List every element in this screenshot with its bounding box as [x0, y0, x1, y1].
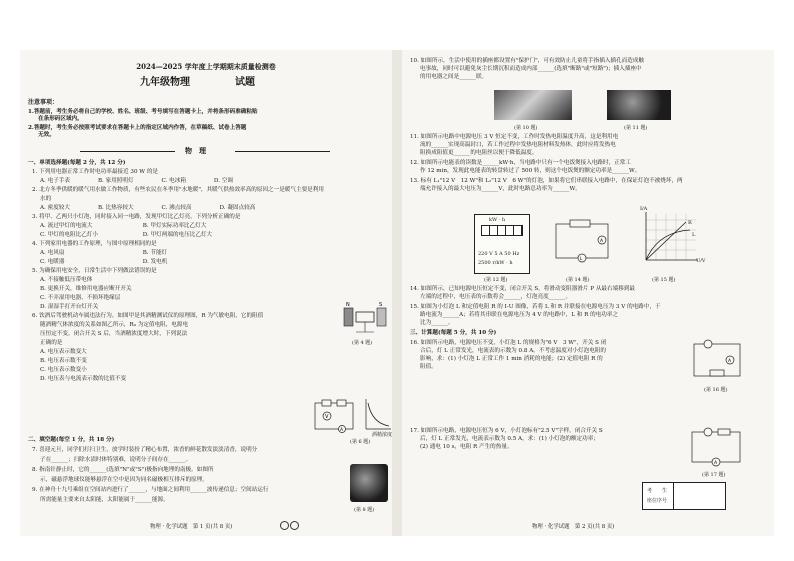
figure-caption-15: (第 15 题)	[652, 277, 676, 283]
svg-text:V: V	[325, 414, 329, 420]
svg-text:A: A	[340, 428, 344, 433]
graph-y-label: I/A	[640, 206, 648, 212]
question-line: 的用电器之间是______联。	[420, 74, 488, 80]
question-line: A. 不接触低压带电体	[40, 277, 93, 283]
circuit-17	[688, 428, 744, 468]
question-line: D. 湿湿手打开台灯开关	[40, 304, 99, 310]
question-line: 比为______。	[420, 320, 454, 326]
question-line: 所需能量主要来自太阳能，太阳能属于______能源。	[40, 497, 169, 503]
figure-caption-4: (第 4 题)	[352, 340, 373, 346]
graph-letter-l: L	[692, 232, 696, 238]
question-line: D. 电压表与电流表示数的比值不变	[40, 376, 127, 382]
question-line: (2) 通电 10 s，电阻 R 产生的热量。	[420, 444, 513, 450]
figure-caption-8: (第 8 题)	[354, 507, 375, 513]
question-line: 8. 指南针静止时，它的______(选填"N"或"S")极指向地理的南极。如图所	[32, 467, 214, 473]
figure-caption-17: (第 17 题)	[702, 472, 726, 478]
question-line: 15. 如图为小灯泡 L 和定值电阻 R 的 I-U 图像，若将 L 和 R 并联接在电源电压为 3 V 的电路中，干	[410, 304, 661, 310]
question-line: 水的	[40, 196, 52, 202]
question-line: A. 流过甲灯的电流大 B. 甲灯实际功率比乙灯大	[40, 223, 207, 229]
graph-x-label: U/V	[696, 258, 706, 264]
seat-box-row1: 考 生	[647, 488, 668, 494]
exam-sheet	[20, 50, 774, 536]
svg-text:L: L	[580, 257, 583, 262]
power-strip-photo	[494, 90, 572, 120]
question-line: C. 电压表示数变小	[40, 367, 87, 373]
svg-text:N: N	[346, 302, 350, 308]
question-line: C. 电暖器 D. 发电机	[40, 259, 168, 265]
meter-revolution: 2500 r/kW · h	[478, 260, 513, 266]
question-line: 流的______实现高温封口，若工作过程中发热电阻材料发热体，此时应将发热电	[420, 142, 616, 148]
question-line: 14. 如图所示，已知电源电压恒定不变，闭合开关 S，将滑动变阻器滑片 P 从最右端移到最	[410, 286, 635, 292]
question-line: 阻值。	[420, 364, 437, 370]
page-badge-icon	[290, 521, 299, 530]
seat-box-row2: 座位序号	[647, 498, 668, 504]
magnet-figure	[342, 298, 388, 334]
page-gutter	[392, 50, 402, 536]
sealer-photo	[607, 90, 671, 120]
levitating-globe-photo	[350, 464, 388, 502]
question-line: 13. 标有 L₁"12 V 12 W"和 L₂"12 V 6 W"的灯泡，如果将它们串联接入电路中，在保证灯泡不被烧坏，两	[410, 178, 683, 184]
question-line: A. 电风扇 B. 节能灯	[40, 250, 168, 256]
axis-label: 酒精浓度	[372, 432, 392, 438]
question-line: C. 甲灯的电阻比乙灯小 D. 甲灯两端的电压比乙灯大	[40, 232, 213, 238]
question-line: B. 更换开关，维修用电器应断开开关	[40, 286, 132, 292]
svg-text:A: A	[600, 239, 604, 244]
question-line: 4. 下列家用电器的工作原理，与图中原理相同的是	[32, 241, 157, 247]
question-line: 2. 北方冬季供暖的暖气用水做工作物质，有些农民在冬季用"水地暖"，其暖气供热效率高的原因之一是暖气主要是利用	[32, 187, 324, 193]
question-line: 压恒定不变。闭合开关 S 后，当酒精浓度增大时，下列说法	[40, 331, 188, 337]
question-line: 6. 饮酒后驾驶机动车属违法行为。如图甲是其酒精测试仪的原理图，R 为气敏电阻，它的阻值	[32, 313, 264, 319]
graph-letter-r: R	[688, 220, 692, 226]
notice-line: 无效。	[38, 132, 55, 138]
question-line: 影响，求：(1) 小灯泡 L 正常工作 1 min 消耗的电能；(2) 定值电阻 R 的	[420, 356, 603, 362]
question-line: 端允许接入的最大电压为______V，此时电路总功率为______W。	[420, 186, 581, 192]
notice-line: 在条形码区域内。	[38, 116, 83, 122]
question-line: 阻换成阻值更______的电阻丝以便于降低温度。	[420, 150, 538, 156]
exam-title: 2024—2025 学年度上学期期末质量检测卷	[136, 62, 276, 71]
meter-digits	[481, 225, 523, 236]
figure-caption-6: (第 6 题)	[350, 439, 371, 445]
question-line: C. 不弄湿用电器，不损坏绝缘层	[40, 295, 121, 301]
section-rule-left	[80, 151, 175, 152]
question-line: 7. 喜迎元旦，同学们打扫卫生，放学时装扮了精心布置，浓香的鲜花散发淡淡清香，说明分	[32, 447, 258, 453]
question-line: 10. 如图所示，生活中使用的插座都设置有"保护门"，可有效防止儿童将手指插入插孔而造成触	[410, 58, 644, 64]
section-rule-right	[235, 151, 330, 152]
figure-caption-14: (第 14 题)	[566, 277, 590, 283]
resistance-curve	[362, 397, 392, 433]
question-line: A. 密度较大 B. 比热容较大 C. 沸点较高 D. 凝固点较高	[40, 205, 256, 211]
seat-number-box	[642, 482, 726, 510]
question-line: 路电流为______A；若将其串联在电源电压为 4 V 的电路中，L 和 R 的电功率之	[420, 312, 619, 318]
slider-circuit	[552, 218, 612, 264]
question-line: 电事故，同时可以避免灰尘长期沉积而造成内部______(选填"断路"或"短路")；插入插座中	[420, 66, 642, 72]
page-badge-icon	[280, 521, 289, 530]
figure-caption-12: (第 12 题)	[484, 277, 508, 283]
question-line: 合后，灯 L 正常发光，电流表的示数为 0.8 A。不考虑温度对小灯泡电阻的	[420, 348, 606, 354]
question-line: 三、计算题(每题 5 分，共 10 分)	[410, 330, 497, 336]
question-line: 5. 为确保用电安全，日常生活中下列做法错误的是	[32, 268, 157, 274]
question-line: 16. 如图所示电路，电源电压不变，小灯泡 L 的规格为"6 V 3 W"，开关 S 闭	[410, 340, 607, 346]
notice-title: 注意事项：	[28, 99, 59, 106]
question-line: 17. 如图所示电路，电源电压恒为 6 V，小灯泡标有"2.5 V"字样，闭合开关 S	[410, 428, 603, 434]
question-line: 作 12 min，发现此电能表的转盘转过了 500 转，则这个电饭煲的额定功率是______W。	[420, 168, 641, 174]
svg-text:S: S	[379, 302, 383, 308]
footer-left: 物理 · 化学试题 第 1 页(共 8 页)	[150, 524, 233, 530]
question-line: 1. 下列用电器正常工作时电功率最接近 30 W 的是	[32, 169, 159, 175]
question-line: 示，磁悬浮地球仪能够悬浮在空中是因为同名磁极相互排斥的原理。	[40, 477, 208, 483]
question-line: 3. 将甲、乙两只小灯泡，同时接入同一电路，发现甲灯比乙灯亮，下列分析正确的是	[32, 214, 241, 220]
question-line: 后，灯 L 正常发光，电流表示数为 0.5 A，求：(1) 小灯泡的额定功率；	[420, 436, 599, 442]
question-line: 11. 如图所示电路中电源电压 3 V 恒定不变，工作时发热电阻温度升高，这是利用电	[410, 134, 619, 140]
question-line: B. 电压表示数不变	[40, 358, 87, 364]
question-line: 12. 如图所示电能表的读数是______kW·h，当电路中只有一个电饭煲接入电路时，正常工	[410, 160, 631, 166]
question-line: A. 电子手表 B. 家用照明灯 C. 电冰箱 D. 空调	[40, 178, 233, 184]
question-line: 二、填空题(每空 1 分，共 18 分)	[28, 437, 115, 443]
question-line: 9. 在神舟十九号乘组在空间站内进行了______，与地面之间利用______波传递信息；空间站运行	[32, 487, 269, 493]
circuit-16	[690, 340, 744, 382]
meter-unit: kW · h	[489, 217, 506, 223]
footer-right: 物理 · 化学试题 第 2 页(共 8 页)	[532, 524, 615, 530]
alcohol-tester-circuit	[312, 399, 356, 433]
subject-title: 九年级物理	[140, 77, 190, 88]
question-line: 子在______；扫除水渍时体特别难，说明分子间存在______。	[40, 457, 192, 463]
figure-caption-16: (第 16 题)	[704, 387, 728, 393]
energy-meter	[474, 214, 530, 274]
section-title: 物 理	[185, 146, 206, 155]
seat-box-divider	[673, 483, 674, 509]
right-page	[402, 50, 774, 536]
left-page	[20, 50, 392, 536]
notice-line: 1.答题前，考生务必将自己的学校、姓名、班级、考号填写在答题卡上，并将条形码准确粘贴	[28, 109, 258, 115]
question-line: 正确的是	[40, 340, 63, 346]
question-line: 随酒精气体浓度的关系如图乙所示，R₀ 为定值电阻，电源电	[40, 322, 189, 328]
figure-caption-11: (第 11 题)	[624, 125, 648, 131]
svg-text:A: A	[728, 359, 732, 364]
figure-caption-10: (第 10 题)	[514, 125, 538, 131]
question-line: 一、单项选择题(每题 2 分，共 12 分)	[28, 160, 126, 166]
question-line: 左端的过程中，电压表的示数将会______，灯泡亮度______。	[420, 294, 572, 300]
paper-label: 试题	[235, 77, 255, 88]
meter-spec: 220 V 5 A 50 Hz	[478, 251, 520, 257]
question-line: A. 电压表示数变大	[40, 349, 87, 355]
svg-text:A: A	[714, 461, 718, 466]
notice-line: 2.答题时，考生务必按照考试要求在答题卡上的指定区域内作答，在草稿纸、试卷上答题	[28, 125, 247, 131]
